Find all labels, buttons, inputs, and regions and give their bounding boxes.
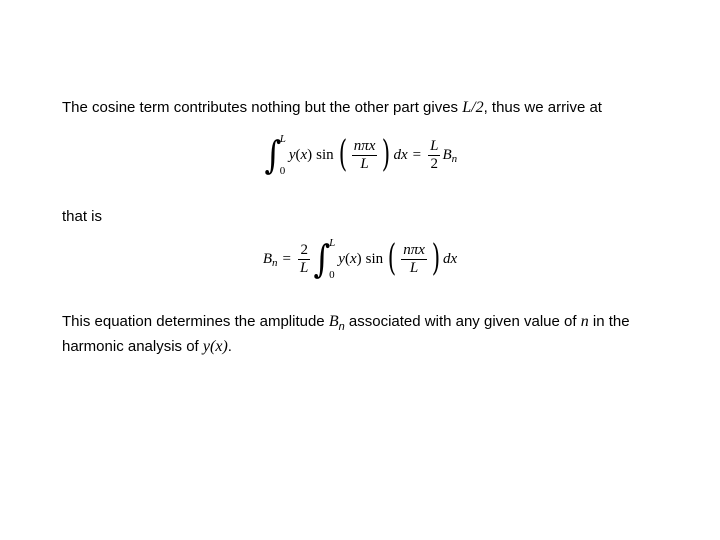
math-y-of-x: y(x) [202, 338, 228, 355]
differential-dx: dx [442, 250, 458, 267]
conclusion-text-4: . [227, 338, 232, 355]
equation-integral-bn: ∫ L 0 y ( x ) sin ( $\frac{\text{nπx}}{L}$ ) dx = $\frac{L}{2}$ B n [264, 133, 458, 177]
lower-limit: 0 [279, 165, 286, 177]
subscript-n: n [272, 257, 278, 269]
fraction-npix-over-l: $\frac{\text{nπx}}{L}$ [403, 241, 425, 276]
intro-text: The cosine term contributes nothing but the other part gives [62, 99, 463, 116]
upper-limit: L [279, 133, 286, 145]
integral-sign: ∫ L 0 [313, 237, 336, 281]
differential-dx: dx [393, 146, 408, 163]
paragraph-conclusion [62, 310, 662, 359]
coefficient-b: B [442, 146, 452, 163]
conclusion-text-3: in the harmonic analysis of [62, 313, 630, 355]
math-b-subscript: n [338, 321, 345, 333]
equals-sign: = [282, 250, 292, 267]
fraction-l-over-2: $\frac{L}{2}$ [430, 137, 439, 172]
fraction-npix-over-l: $\frac{\text{nπx}}{L}$ [353, 137, 376, 172]
subscript-n: n [451, 153, 458, 165]
math-n: n [580, 313, 589, 330]
func-y: y [288, 146, 296, 163]
intro-text-after: , thus we arrive at [483, 99, 602, 116]
upper-limit: L [329, 237, 336, 249]
paragraph-intro [62, 96, 662, 120]
lower-limit: 0 [329, 269, 335, 281]
sin-function: sin [365, 250, 384, 267]
paragraph-that-is: that is [62, 208, 103, 225]
var-x: x [349, 250, 357, 267]
intro-math-l-over-2: L/2 [462, 99, 484, 116]
conclusion-text-1: This equation determines the amplitude [62, 313, 329, 330]
sin-function: sin [316, 146, 334, 163]
equation-bn-definition: B n = $\frac{2}{L}$ ∫ L 0 y ( x ) sin ( $\frac{\text{nπx}}{L}$ ) dx [262, 237, 458, 281]
fraction-2-over-l: $\frac{2}{L}$ [300, 241, 309, 276]
func-y: y [338, 250, 345, 267]
var-x: x [300, 146, 308, 163]
conclusion-text-2: associated with any given value of [344, 313, 581, 330]
math-b: B [328, 313, 339, 330]
coefficient-b: B [262, 250, 273, 267]
integral-sign: ∫ L 0 [264, 133, 286, 177]
equals-sign: = [412, 146, 422, 163]
